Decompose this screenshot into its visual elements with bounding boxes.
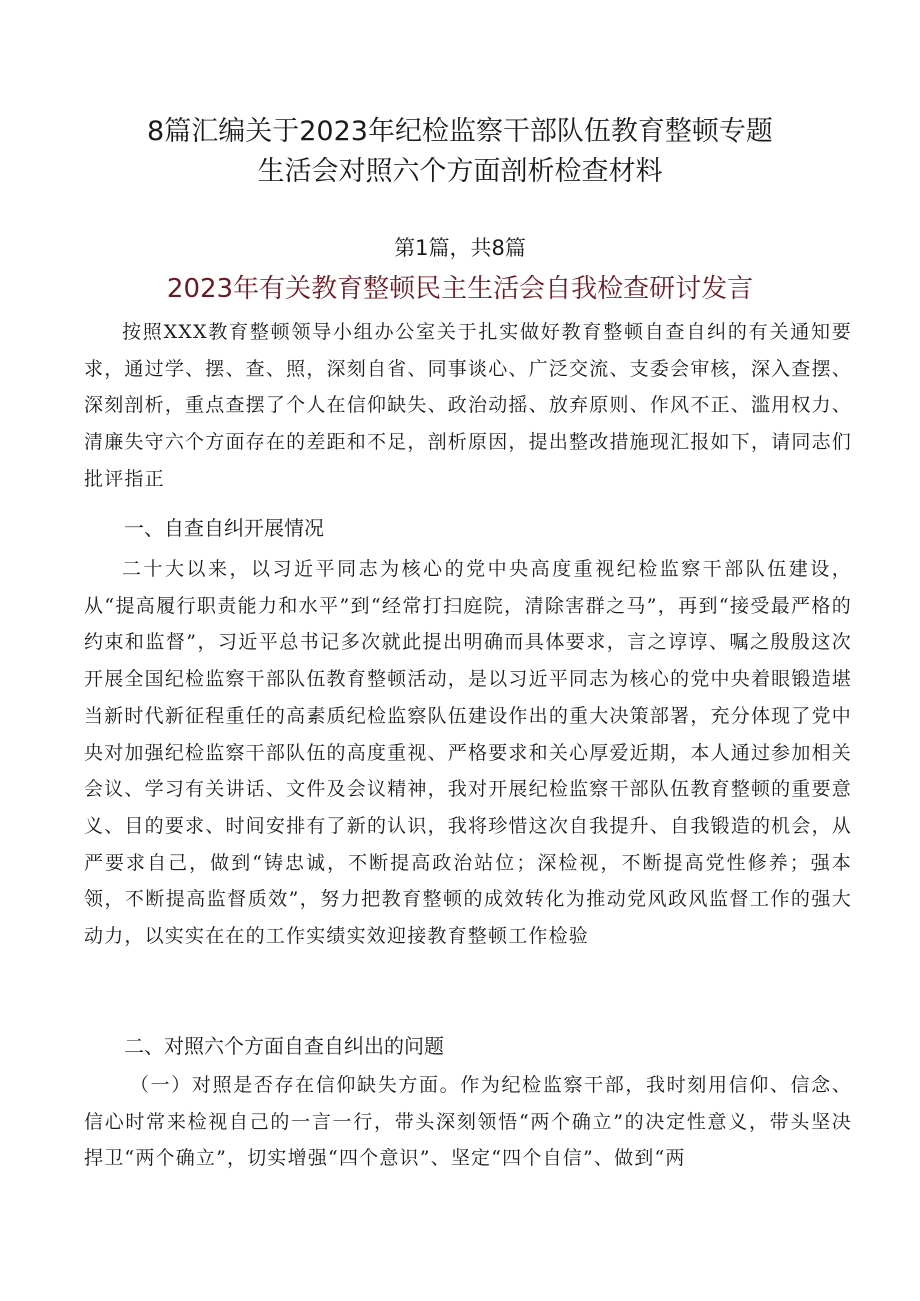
document-title-line-1: 8篇汇编关于2023年纪检监察干部队伍教育整顿专题: [147, 116, 773, 147]
paragraph-intro: 按照XXX教育整顿领导小组办公室关于扎实做好教育整顿自查自纠的有关通知要求，通过学、摆、查、照，深刻自省、同事谈心、广泛交流、支委会审核，深入查摆、深刻剖析，重点查摆了个人在信仰缺失、政治动摇、放弃原则、作风不正、滥用权力、清廉失守六个方面存在的差距和不足，剖析原因，提出整改措施现汇报如下，请同志们批评指正: [84, 321, 852, 490]
document-title-line-2: 生活会对照六个方面剖析检查材料: [257, 156, 663, 187]
article-title: 2023年有关教育整顿民主生活会自我检查研讨发言: [166, 274, 754, 304]
section-heading-1: 一、自查自纠开展情况: [124, 516, 324, 540]
section-heading-2: 二、对照六个方面自查自纠出的问题: [124, 1034, 444, 1058]
paragraph-section-1: 二十大以来，以习近平同志为核心的党中央高度重视纪检监察干部队伍建设，从“提高履行职责能力和水平”到“经常打扫庭院，清除害群之马”，再到“接受最严格的约束和监督”，习近平总书记多次就此提出明确而具体要求，言之谆谆、嘱之殷殷这次开展全国纪检监察干部队伍教育整顿活动，是以习近平同志为核心的党中央着眼锻造堪当新时代新征程重任的高素质纪检监察队伍建设作出的重大决策部署，充分体现了党中央对加强纪检监察干部队伍的高度重视、严格要求和关心厚爱近期，本人通过参加相关会议、学习有关讲话、文件及会议精神，我对开展纪检监察干部队伍教育整顿的重要意义、目的要求、时间安排有了新的认识，我将珍惜这次自我提升、自我锻造的机会，从严要求自己，做到“铸忠诚，不断提高政治站位；深检视，不断提高党性修养；强本领，不断提高监督质效”，努力把教育整顿的成效转化为推动党风政风监督工作的强大动力，以实实在在的工作实绩实效迎接教育整顿工作检验: [84, 558, 852, 948]
article-counter: 第1篇，共8篇: [394, 236, 526, 260]
paragraph-section-2: （一）对照是否存在信仰缺失方面。作为纪检监察干部，我时刻用信仰、信念、信心时常来检视自己的一言一行，带头深刻领悟“两个确立”的决定性意义，带头坚决捍卫“两个确立”，切实增强“四个意识”、坚定“四个自信”、做到“两: [84, 1074, 852, 1170]
